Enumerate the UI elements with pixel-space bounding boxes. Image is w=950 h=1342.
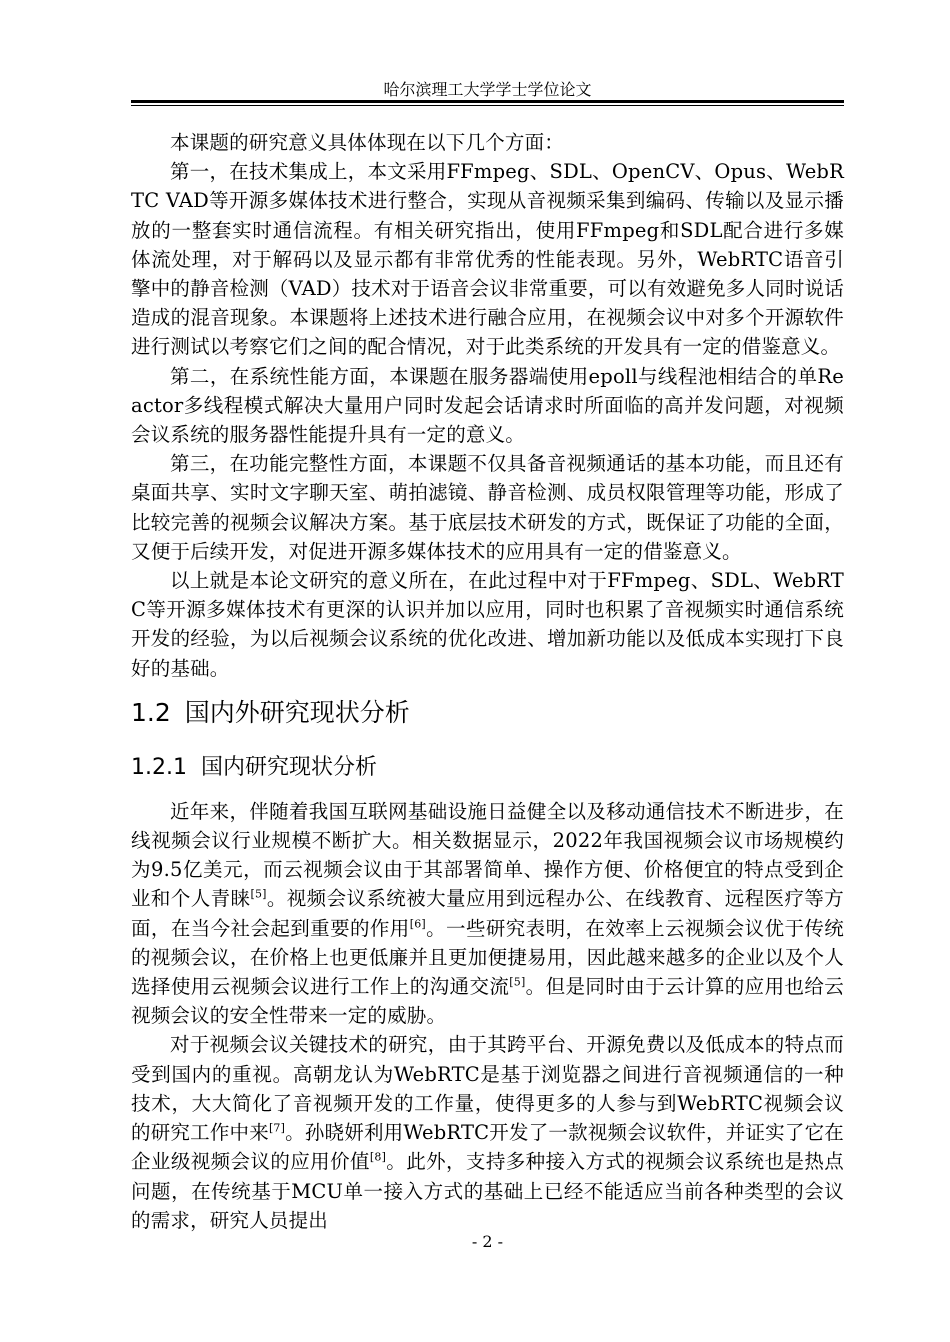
paragraph-domestic-market (131, 797, 844, 1031)
section-title: 国内外研究现状分析 (184, 697, 410, 727)
page-number: - 2 - (471, 1232, 504, 1251)
citation-ref: [6] (409, 917, 426, 931)
text-run: 。视频会议系统被大量应用到远程办公、在线教育、远程医疗等方面，在当今社会起到重要的作用 (131, 887, 844, 940)
text-run: 。但是同时由于云计算的应用也给云视频会议的安全性带来一定的威胁。 (131, 975, 844, 1028)
paragraph-technical-integration: 第一，在技术集成上，本文采用FFmpeg、SDL、OpenCV、Opus、WebRTC VAD等开源多媒体技术进行整合，实现从音视频采集到编码、传输以及显示播放的一整套实时通信流程。有相关研究指出，使用FFmpeg和SDL配合进行多媒体流处理，对于解码以及显示都有非常优秀的性能表现。另外，WebRTC语音引擎中的静音检测（VAD）技术对于语音会议非常重要，可以有效避免多人同时说话造成的混音现象。本课题将上述技术进行融合应用，在视频会议中对多个开源软件进行测试以考察它们之间的配合情况，对于此类系统的开发具有一定的借鉴意义。 (131, 160, 844, 359)
subsection-heading-1-2-1 (131, 747, 844, 789)
section-number: 1.2 (131, 697, 171, 727)
body-text (131, 128, 844, 1235)
subsection-number: 1.2.1 (131, 754, 187, 780)
citation-ref: [8] (369, 1150, 387, 1164)
running-header: 哈尔滨理工大学学士学位论文 (383, 80, 592, 99)
citation-ref: [5] (250, 887, 267, 901)
text-run: 。一些研究表明，在效率上云视频会议优于传统的视频会议，在价格上也更低廉并且更加便捷易用，因此越来越多的企业以及个人选择使用云视频会议进行工作上的沟通交流 (131, 916, 845, 999)
subsection-title: 国内研究现状分析 (200, 754, 377, 780)
paragraph-functional-completeness: 第三，在功能完整性方面，本课题不仅具备音视频通话的基本功能，而且还有桌面共享、实时文字聊天室、萌拍滤镜、静音检测、成员权限管理等功能，形成了比较完善的视频会议解决方案。基于底层技术研发的方式，既保证了功能的全面，又便于后续开发，对促进开源多媒体技术的应用具有一定的借鉴意义。 (131, 452, 844, 563)
text-run: 近年来，伴随着我国互联网基础设施日益健全以及移动通信技术不断进步，在线视频会议行业规模不断扩大。相关数据显示，2022年我国视频会议市场规模约为9.5亿美元，而云视频会议由于其部署简单、操作方便、价格便宜的特点受到企业和个人青睐 (131, 799, 844, 911)
citation-ref: [7] (268, 1121, 286, 1135)
header-rule-thin (131, 105, 844, 106)
header-rule-thick (131, 100, 844, 103)
paragraph-significance-summary: 以上就是本论文研究的意义所在，在此过程中对于FFmpeg、SDL、WebRTC等开源多媒体技术有更深的认识并加以应用，同时也积累了音视频实时通信系统开发的经验，为以后视频会议系统的优化改进、增加新功能以及低成本实现打下良好的基础。 (131, 569, 844, 680)
section-heading-1-2 (131, 689, 844, 737)
paragraph-significance-intro: 本课题的研究意义具体体现在以下几个方面： (170, 131, 565, 154)
paragraph-domestic-key-tech (131, 1030, 844, 1234)
paragraph-system-performance: 第二，在系统性能方面，本课题在服务器端使用epoll与线程池相结合的单Reactor多线程模式解决大量用户同时发起会话请求时所面临的高并发问题，对视频会议系统的服务器性能提升具有一定的意义。 (131, 364, 844, 447)
text-run: 对于视频会议关键技术的研究，由于其跨平台、开源免费以及低成本的特点而受到国内的重视。高朝龙认为WebRTC是基于浏览器之间进行音视频通信的一种技术，大大简化了音视频开发的工作量，使得更多的人参与到WebRTC视频会议的研究工作中来 (131, 1033, 844, 1145)
text-run: 。孙晓妍利用WebRTC开发了一款视频会议软件，并证实了它在企业级视频会议的应用价值 (131, 1121, 844, 1174)
citation-ref: [5] (509, 975, 526, 989)
text-run: 。此外，支持多种接入方式的视频会议系统也是热点问题，在传统基于MCU单一接入方式的基础上已经不能适应当前各种类型的会议的需求，研究人员提出 (131, 1150, 844, 1232)
